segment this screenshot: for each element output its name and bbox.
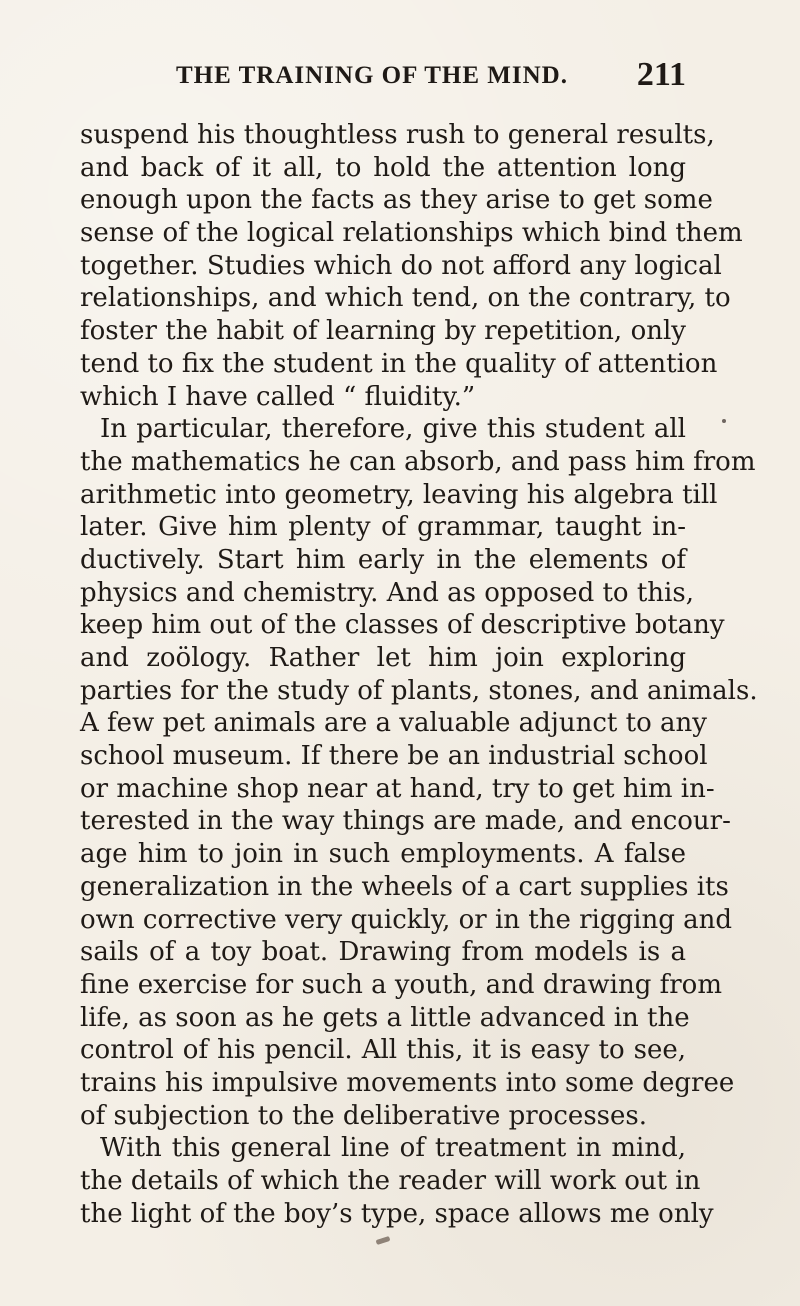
text-line-24: generalization in the wheels of a cart supplies its — [80, 871, 729, 902]
text-line-13: later. Give him plenty of grammar, taught in- — [80, 512, 686, 543]
text-line-31: of subjection to the deliberative processes. — [80, 1100, 647, 1131]
text-line-25: own corrective very quickly, or in the rigging and — [80, 904, 733, 935]
text-line-7: foster the habit of learning by repetition, only — [80, 316, 686, 347]
text-line-32: With this general line of treatment in mind, — [100, 1133, 686, 1164]
text-line-12: arithmetic into geometry, leaving his algebra till — [80, 479, 718, 510]
text-line-10: In particular, therefore, give this student all — [100, 414, 686, 445]
text-line-6: relationships, and which tend, on the contrary, to — [80, 283, 731, 314]
text-line-27: fine exercise for such a youth, and drawing from — [80, 969, 722, 1000]
text-line-20: school museum. If there be an industrial school — [80, 741, 708, 772]
text-line-26: sails of a toy boat. Drawing from models is a — [80, 937, 686, 968]
text-line-18: parties for the study of plants, stones, and animals. — [80, 675, 758, 706]
text-line-30: trains his impulsive movements into some degree — [80, 1067, 735, 1098]
text-line-11: the mathematics he can absorb, and pass him from — [80, 446, 756, 477]
text-line-29: control of his pencil. All this, it is easy to see, — [80, 1035, 686, 1066]
text-line-3: enough upon the facts as they arise to get some — [80, 185, 713, 216]
page-number: 211 — [636, 56, 686, 93]
text-line-17: and zoölogy. Rather let him join exploring — [80, 643, 686, 673]
margin-mark — [722, 419, 726, 423]
running-title: THE TRAINING OF THE MIND. — [176, 62, 568, 89]
text-line-34: the light of the boy’s type, space allows me only — [80, 1198, 714, 1229]
text-line-4: sense of the logical relationships which bind them — [80, 218, 743, 249]
text-line-15: physics and chemistry. And as opposed to this, — [80, 577, 694, 608]
text-line-5: together. Studies which do not afford any logical — [80, 250, 722, 281]
text-line-19: A few pet animals are a valuable adjunct to any — [80, 708, 707, 739]
text-line-21: or machine shop near at hand, try to get him in- — [80, 773, 715, 804]
text-line-9: which I have called “ fluidity.” — [80, 381, 476, 412]
text-line-8: tend to fix the student in the quality of attention — [80, 348, 718, 379]
text-line-14: ductively. Start him early in the elements of — [80, 544, 686, 575]
text-line-1: suspend his thoughtless rush to general results, — [80, 120, 715, 150]
page-smudge — [376, 1236, 391, 1245]
text-line-33: the details of which the reader will work out in — [80, 1166, 701, 1196]
page-header — [80, 56, 686, 98]
text-line-16: keep him out of the classes of descriptive botany — [80, 610, 725, 641]
body-text — [80, 119, 758, 1230]
text-line-22: terested in the way things are made, and encour- — [80, 806, 731, 837]
text-line-28: life, as soon as he gets a little advanced in the — [80, 1002, 690, 1033]
text-line-23: age him to join in such employments. A false — [80, 839, 686, 870]
text-line-2: and back of it all, to hold the attention long — [80, 152, 686, 183]
